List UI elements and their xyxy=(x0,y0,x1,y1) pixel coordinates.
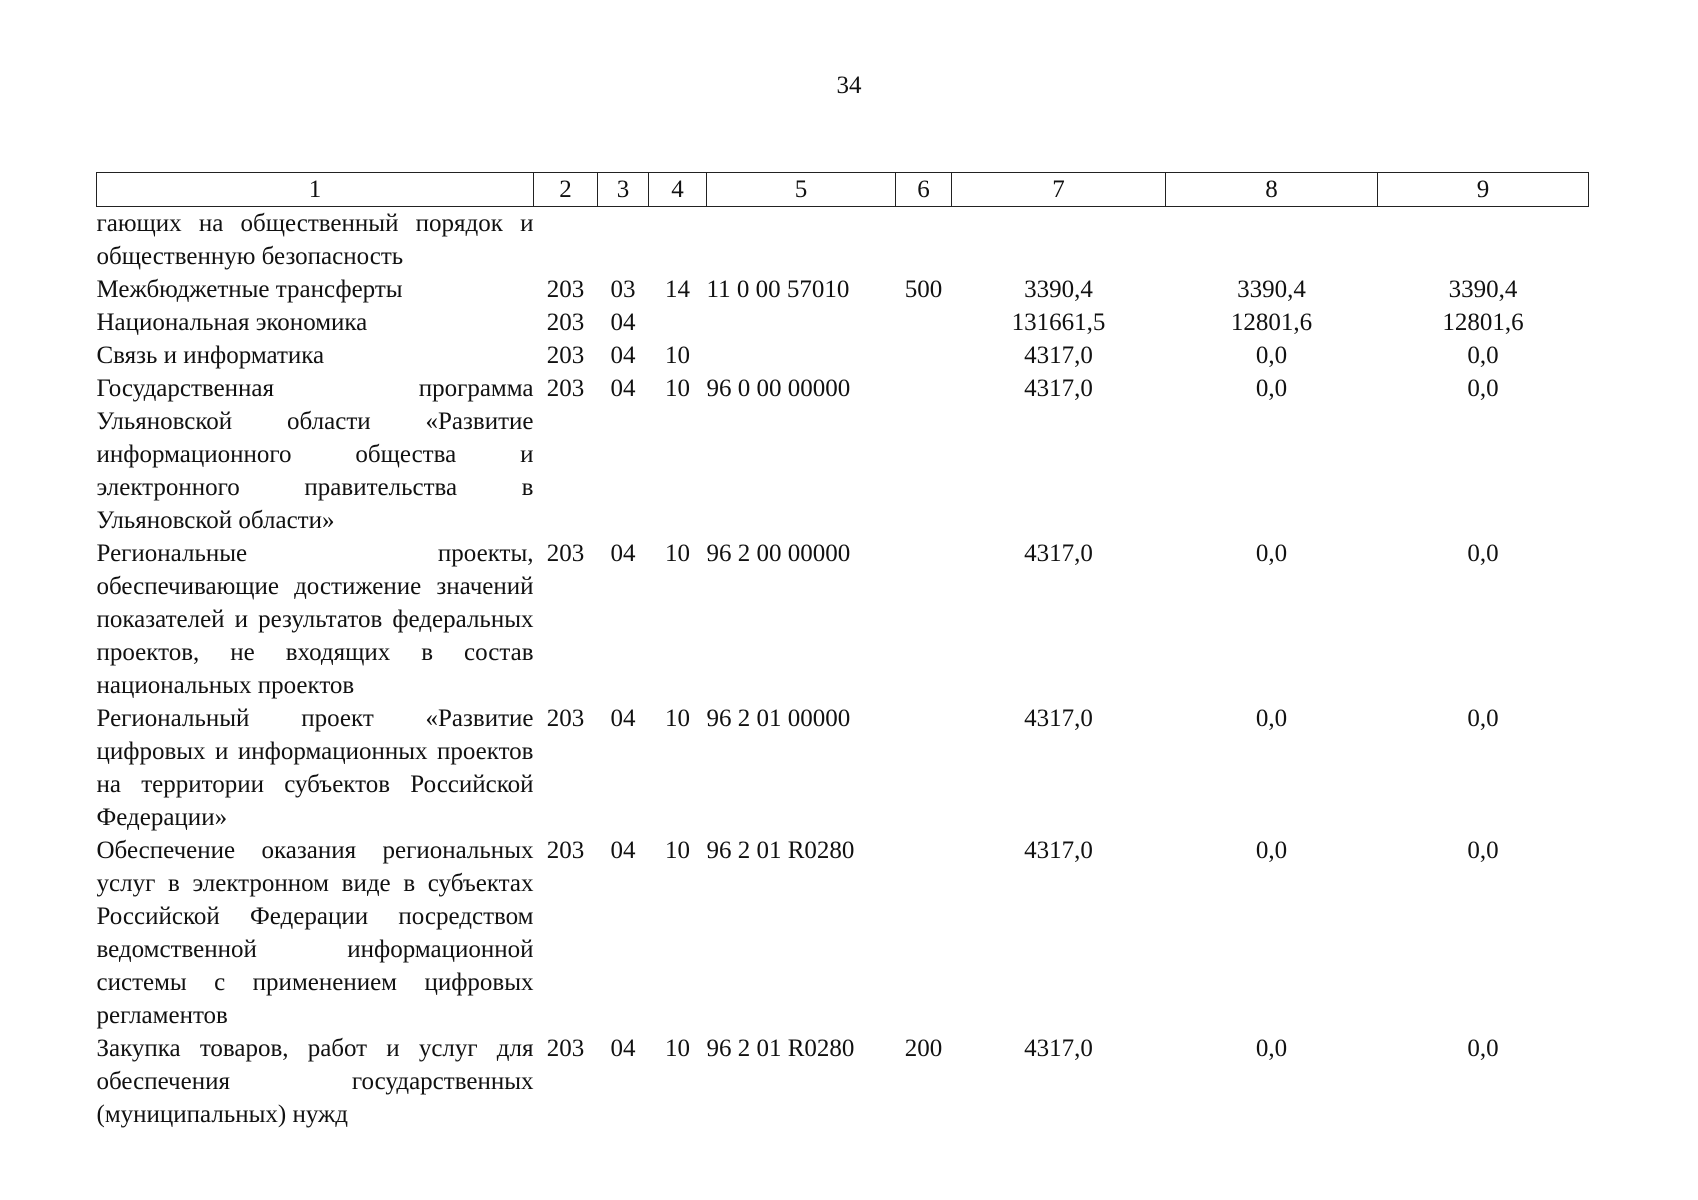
row-name: Региональные проекты, обеспечивающие достижение значений показателей и результатов федеральных проектов, не входящих в состав национальных проектов xyxy=(96,540,534,699)
cell-amount-7: 4317,0 xyxy=(1024,375,1093,402)
cell-amount-8: 0,0 xyxy=(1255,705,1288,732)
budget-table xyxy=(96,172,1589,1131)
cell-amount-8 xyxy=(1166,207,1378,274)
page-number: 34 xyxy=(836,72,862,99)
cell-amount-8: 0,0 xyxy=(1255,342,1288,369)
table-row xyxy=(97,339,1589,372)
cell-section: 04 xyxy=(610,309,636,336)
cell-target-article xyxy=(707,306,896,339)
cell-ministry: 203 xyxy=(546,1035,585,1062)
cell-expense-type: 500 xyxy=(904,276,943,303)
cell-ministry: 203 xyxy=(546,837,585,864)
cell-subsection: 10 xyxy=(665,1035,690,1062)
cell-target-article: 96 2 01 R0280 xyxy=(706,1035,855,1062)
cell-expense-type xyxy=(896,306,952,339)
cell-section xyxy=(598,207,649,274)
cell-amount-7 xyxy=(952,207,1166,274)
cell-subsection xyxy=(649,207,707,274)
cell-amount-8: 0,0 xyxy=(1255,375,1288,402)
cell-subsection: 10 xyxy=(665,342,690,369)
column-header-3: 3 xyxy=(598,173,649,207)
column-header-9: 9 xyxy=(1378,173,1589,207)
cell-expense-type xyxy=(896,834,952,1032)
column-header-4: 4 xyxy=(649,173,707,207)
cell-expense-type: 200 xyxy=(904,1035,943,1062)
table-row xyxy=(97,273,1589,306)
cell-ministry xyxy=(534,207,598,274)
cell-amount-8: 0,0 xyxy=(1255,1035,1288,1062)
cell-amount-9: 0,0 xyxy=(1467,1035,1499,1062)
column-header-7: 7 xyxy=(952,173,1166,207)
cell-amount-8: 12801,6 xyxy=(1230,309,1313,336)
cell-amount-7: 4317,0 xyxy=(1024,540,1093,567)
cell-target-article xyxy=(707,339,896,372)
table-row xyxy=(97,1032,1589,1131)
cell-amount-8: 3390,4 xyxy=(1237,276,1306,303)
row-name: Региональный проект «Развитие цифровых и информационных проектов на территории субъектов Российской Федерации» xyxy=(96,705,534,831)
cell-target-article: 96 2 01 R0280 xyxy=(706,837,855,864)
cell-amount-7: 131661,5 xyxy=(1011,309,1106,336)
cell-ministry: 203 xyxy=(546,375,585,402)
cell-expense-type xyxy=(896,372,952,537)
table-header xyxy=(97,173,1589,207)
cell-subsection: 10 xyxy=(665,540,690,567)
cell-subsection: 10 xyxy=(665,705,690,732)
cell-target-article: 96 2 01 00000 xyxy=(706,705,851,732)
cell-expense-type xyxy=(896,537,952,702)
cell-amount-9 xyxy=(1378,207,1589,274)
column-header-8: 8 xyxy=(1166,173,1378,207)
cell-ministry: 203 xyxy=(546,309,585,336)
cell-subsection: 10 xyxy=(665,375,690,402)
header-row xyxy=(97,173,1589,207)
cell-ministry: 203 xyxy=(546,705,585,732)
cell-amount-7: 4317,0 xyxy=(1024,1035,1093,1062)
cell-amount-7: 4317,0 xyxy=(1024,837,1093,864)
cell-amount-9: 3390,4 xyxy=(1448,276,1518,303)
cell-amount-7: 3390,4 xyxy=(1024,276,1093,303)
cell-ministry: 203 xyxy=(546,540,585,567)
cell-amount-9: 12801,6 xyxy=(1442,309,1524,336)
cell-target-article: 11 0 00 57010 xyxy=(706,276,850,303)
cell-section: 04 xyxy=(610,837,636,864)
cell-ministry: 203 xyxy=(546,342,585,369)
cell-section: 04 xyxy=(610,540,636,567)
cell-section: 04 xyxy=(610,342,636,369)
cell-amount-9: 0,0 xyxy=(1467,375,1499,402)
cell-section: 04 xyxy=(610,375,636,402)
cell-target-article: 96 2 00 00000 xyxy=(706,540,851,567)
row-name: Межбюджетные трансферты xyxy=(96,276,403,303)
cell-amount-7: 4317,0 xyxy=(1024,705,1093,732)
row-name: Государственная программа Ульяновской области «Развитие информационного общества и электронного правительства в Ульяновской области» xyxy=(96,375,534,534)
table-row xyxy=(97,834,1589,1032)
row-name: Связь и информатика xyxy=(96,342,325,369)
cell-amount-9: 0,0 xyxy=(1467,540,1499,567)
column-header-6: 6 xyxy=(896,173,952,207)
cell-subsection: 10 xyxy=(665,837,690,864)
cell-amount-9: 0,0 xyxy=(1467,705,1499,732)
cell-expense-type xyxy=(896,207,952,274)
cell-amount-8: 0,0 xyxy=(1255,837,1288,864)
cell-subsection xyxy=(649,306,707,339)
cell-target-article: 96 0 00 00000 xyxy=(706,375,851,402)
column-header-1: 1 xyxy=(97,173,534,207)
cell-expense-type xyxy=(896,702,952,834)
cell-section: 04 xyxy=(610,1035,636,1062)
row-name: гающих на общественный порядок и общественную безопасность xyxy=(96,210,534,270)
cell-amount-8: 0,0 xyxy=(1255,540,1288,567)
table-row xyxy=(97,372,1589,537)
table-row xyxy=(97,702,1589,834)
cell-target-article xyxy=(707,207,896,274)
table-body xyxy=(97,207,1589,1132)
table-row xyxy=(97,207,1589,274)
cell-amount-7: 4317,0 xyxy=(1024,342,1093,369)
cell-subsection: 14 xyxy=(665,276,690,303)
cell-expense-type xyxy=(896,339,952,372)
row-name: Национальная экономика xyxy=(96,309,368,336)
column-header-2: 2 xyxy=(534,173,598,207)
cell-amount-9: 0,0 xyxy=(1467,837,1499,864)
cell-ministry: 203 xyxy=(546,276,585,303)
cell-section: 04 xyxy=(610,705,636,732)
cell-amount-9: 0,0 xyxy=(1467,342,1499,369)
row-name: Обеспечение оказания региональных услуг в электронном виде в субъектах Российской Федерации посредством ведомственной информационной системы с применением цифровых регламентов xyxy=(96,837,534,1029)
row-name: Закупка товаров, работ и услуг для обеспечения государственных (муниципальных) нужд xyxy=(96,1035,534,1128)
cell-section: 03 xyxy=(610,276,636,303)
table-row xyxy=(97,306,1589,339)
column-header-5: 5 xyxy=(707,173,896,207)
table-row xyxy=(97,537,1589,702)
